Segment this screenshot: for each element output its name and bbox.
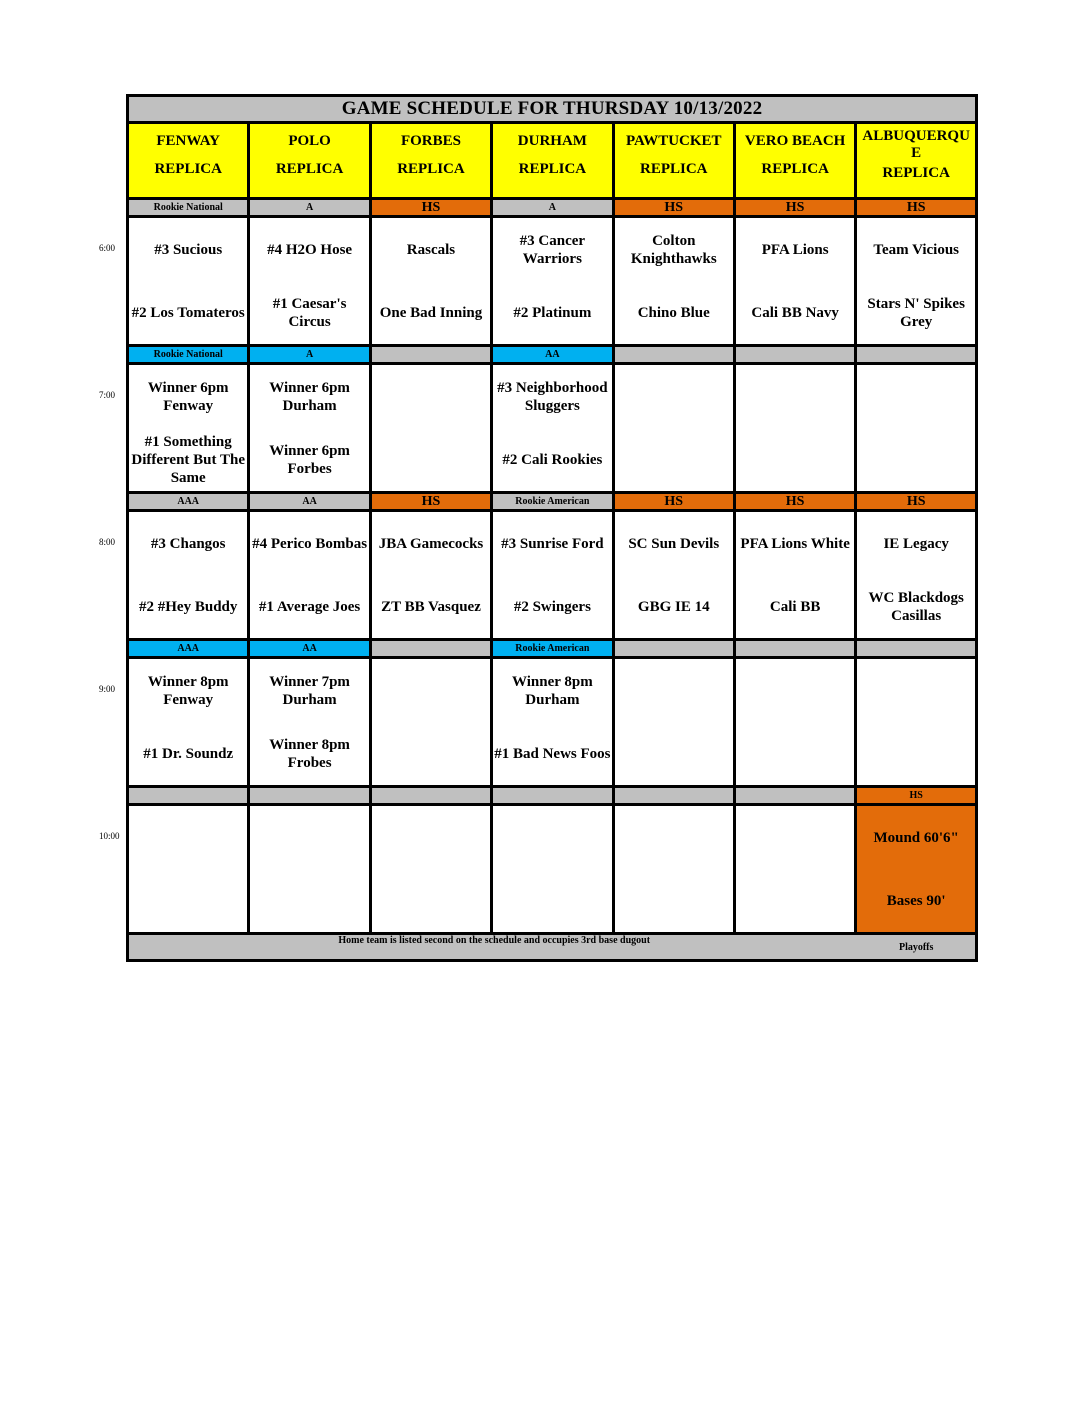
away-team <box>493 806 611 869</box>
division-label: HS <box>736 200 857 218</box>
field-name: ALBUQUERQU E <box>862 128 970 161</box>
away-team: Winner 6pm Fenway <box>147 379 229 414</box>
game-cell <box>250 365 371 494</box>
game-cell <box>857 806 975 935</box>
game-cell <box>736 806 857 935</box>
home-team: Cali BB Navy <box>751 304 839 321</box>
away-team: JBA Gamecocks <box>378 535 484 552</box>
away-team <box>615 365 733 428</box>
division-label <box>736 788 857 806</box>
home-team: #2 Swingers <box>513 598 591 615</box>
title-row <box>129 97 975 124</box>
home-team: #1 Bad News Foos <box>494 745 611 762</box>
away-team: Rascals <box>406 241 456 258</box>
home-team: #2 Cali Rookies <box>502 451 603 468</box>
away-team <box>736 659 854 722</box>
home-team <box>736 869 854 932</box>
division-label <box>250 788 371 806</box>
field-name: DURHAM <box>517 132 587 149</box>
division-label <box>736 347 857 365</box>
away-team: #3 Neighborhood Sluggers <box>497 379 608 414</box>
home-team <box>615 428 733 491</box>
home-team <box>615 869 733 932</box>
game-cell <box>250 218 371 347</box>
home-team <box>736 428 854 491</box>
home-team: #2 #Hey Buddy <box>139 598 238 615</box>
division-label: HS <box>372 494 493 512</box>
field-header-4 <box>615 124 736 200</box>
home-team <box>857 722 975 785</box>
game-cell <box>615 512 736 641</box>
division-row <box>129 200 975 218</box>
home-team <box>372 428 490 491</box>
home-team: #1 Caesar's Circus <box>272 295 347 330</box>
home-team <box>372 722 490 785</box>
game-cell <box>857 365 975 494</box>
division-row <box>129 788 975 806</box>
away-team: Mound 60'6" <box>873 829 959 846</box>
division-label <box>615 347 736 365</box>
division-label <box>129 788 250 806</box>
division-label: AAA <box>129 494 250 512</box>
game-cell <box>736 218 857 347</box>
away-team <box>129 806 247 869</box>
division-label <box>372 641 493 659</box>
away-team: #4 H2O Hose <box>267 241 353 258</box>
game-row <box>129 806 975 935</box>
field-name: POLO <box>288 132 331 149</box>
game-cell <box>857 218 975 347</box>
field-header-2 <box>372 124 493 200</box>
division-label: A <box>250 200 371 218</box>
away-team <box>372 365 490 428</box>
home-team: #1 Dr. Soundz <box>143 745 234 762</box>
game-cell <box>129 659 250 788</box>
home-team <box>736 722 854 785</box>
division-label <box>615 788 736 806</box>
division-label: HS <box>857 200 975 218</box>
home-team: One Bad Inning <box>379 304 483 321</box>
home-team: Winner 6pm Forbes <box>269 442 350 477</box>
field-header-1 <box>250 124 371 200</box>
game-cell <box>736 512 857 641</box>
home-team <box>129 869 247 932</box>
game-cell <box>615 365 736 494</box>
away-team: #3 Changos <box>150 535 226 552</box>
home-team: ZT BB Vasquez <box>381 598 481 615</box>
game-cell <box>129 806 250 935</box>
division-label <box>615 641 736 659</box>
time-label: 9:00 <box>99 684 116 694</box>
home-team: GBG IE 14 <box>637 598 710 615</box>
division-label <box>372 788 493 806</box>
division-label <box>857 347 975 365</box>
away-team <box>857 659 975 722</box>
game-cell <box>736 659 857 788</box>
away-team <box>736 365 854 428</box>
away-team: SC Sun Devils <box>628 535 720 552</box>
field-name: PAWTUCKET <box>625 132 722 149</box>
away-team <box>736 806 854 869</box>
game-cell <box>493 806 614 935</box>
division-label <box>736 641 857 659</box>
away-team: Winner 8pm Durham <box>512 673 593 708</box>
division-row <box>129 347 975 365</box>
field-name: FENWAY <box>156 132 221 149</box>
time-label: 10:00 <box>99 831 120 841</box>
away-team: Winner 8pm Fenway <box>147 673 229 708</box>
field-tag: REPLICA <box>882 164 950 181</box>
home-team <box>250 869 368 932</box>
home-team: Cali BB <box>769 598 821 615</box>
home-team: WC Blackdogs Casillas <box>868 589 964 624</box>
game-cell <box>372 806 493 935</box>
home-team: #2 Los Tomateros <box>131 304 245 321</box>
away-team: Winner 7pm Durham <box>269 673 350 708</box>
game-cell <box>615 806 736 935</box>
away-team <box>615 659 733 722</box>
game-cell <box>250 659 371 788</box>
game-cell <box>372 218 493 347</box>
division-row <box>129 641 975 659</box>
home-team: Chino Blue <box>637 304 710 321</box>
home-team: #1 Something Different But The Same <box>131 433 245 486</box>
away-team: PFA Lions <box>761 241 829 258</box>
away-team <box>372 659 490 722</box>
division-label: HS <box>857 494 975 512</box>
field-tag: REPLICA <box>640 160 708 177</box>
game-cell <box>129 365 250 494</box>
game-cell <box>493 365 614 494</box>
field-tag: REPLICA <box>761 160 829 177</box>
game-cell <box>493 512 614 641</box>
field-tag: REPLICA <box>275 160 344 177</box>
away-team: Winner 6pm Durham <box>269 379 350 414</box>
division-label: HS <box>857 788 975 806</box>
home-team: #2 Platinum <box>513 304 592 321</box>
away-team: IE Legacy <box>883 535 949 552</box>
away-team: PFA Lions White <box>740 535 850 552</box>
division-label <box>857 641 975 659</box>
field-header-0 <box>129 124 250 200</box>
time-label: 8:00 <box>99 537 116 547</box>
time-label: 6:00 <box>99 243 116 253</box>
home-team <box>857 428 975 491</box>
schedule-body <box>129 200 975 935</box>
field-tag: REPLICA <box>154 160 222 177</box>
home-team: Bases 90' <box>886 892 946 909</box>
away-team: Colton Knighthawks <box>630 232 717 267</box>
division-label: AA <box>250 494 371 512</box>
field-tag: REPLICA <box>518 160 587 177</box>
home-team <box>615 722 733 785</box>
game-cell <box>250 806 371 935</box>
field-name: VERO BEACH <box>744 132 846 149</box>
division-label: Rookie American <box>493 494 614 512</box>
away-team: #3 Sucious <box>154 241 223 258</box>
schedule-table <box>126 94 978 962</box>
game-cell <box>129 512 250 641</box>
division-label: A <box>250 347 371 365</box>
division-label: HS <box>615 494 736 512</box>
schedule-title: GAME SCHEDULE FOR THURSDAY 10/13/2022 <box>129 97 975 124</box>
game-cell <box>615 218 736 347</box>
division-label: HS <box>736 494 857 512</box>
home-team: Winner 8pm Frobes <box>269 736 350 771</box>
footer-row <box>129 935 975 959</box>
game-cell <box>372 659 493 788</box>
division-label <box>493 788 614 806</box>
game-row <box>129 512 975 641</box>
field-header-6 <box>857 124 975 200</box>
game-row <box>129 365 975 494</box>
game-cell <box>372 365 493 494</box>
away-team: #3 Sunrise Ford <box>501 535 604 552</box>
division-label: Rookie National <box>129 347 250 365</box>
field-tag: REPLICA <box>397 160 465 177</box>
away-team <box>372 806 490 869</box>
away-team <box>857 365 975 428</box>
division-label: Rookie National <box>129 200 250 218</box>
footer-note: Home team is listed second on the schedule and occupies 3rd base dugout <box>129 935 857 959</box>
game-cell <box>372 512 493 641</box>
away-team: #3 Cancer Warriors <box>519 232 586 267</box>
away-team <box>250 806 368 869</box>
division-label <box>372 347 493 365</box>
game-row <box>129 218 975 347</box>
game-cell <box>493 659 614 788</box>
game-cell <box>857 512 975 641</box>
home-team: #1 Average Joes <box>258 598 361 615</box>
field-header-3 <box>493 124 614 200</box>
division-row <box>129 494 975 512</box>
game-cell <box>250 512 371 641</box>
game-cell <box>493 218 614 347</box>
home-team: Stars N' Spikes Grey <box>867 295 965 330</box>
home-team <box>493 869 611 932</box>
field-header-5 <box>736 124 857 200</box>
home-team <box>372 869 490 932</box>
away-team <box>615 806 733 869</box>
game-cell <box>615 659 736 788</box>
time-label: 7:00 <box>99 390 116 400</box>
division-label: AAA <box>129 641 250 659</box>
game-row <box>129 659 975 788</box>
game-cell <box>857 659 975 788</box>
division-label: A <box>493 200 614 218</box>
away-team: Team Vicious <box>873 241 960 258</box>
game-cell <box>129 218 250 347</box>
division-label: HS <box>615 200 736 218</box>
field-header-row <box>129 124 975 200</box>
division-label: HS <box>372 200 493 218</box>
division-label: AA <box>493 347 614 365</box>
division-label: AA <box>250 641 371 659</box>
away-team: #4 Perico Bombas <box>252 535 368 552</box>
game-cell <box>736 365 857 494</box>
field-name: FORBES <box>400 132 461 149</box>
division-label: Rookie American <box>493 641 614 659</box>
footer-playoffs: Playoffs <box>857 935 975 959</box>
